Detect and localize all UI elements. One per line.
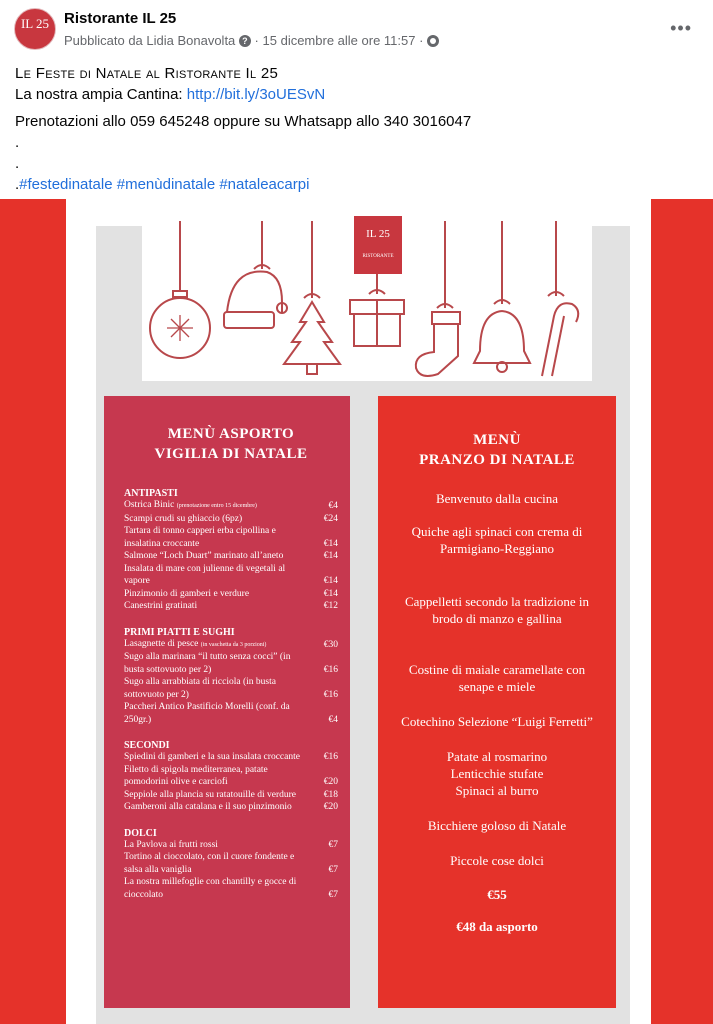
section-primi: PRIMI PIATTI E SUGHI <box>124 626 235 638</box>
item-price: €7 <box>328 839 338 850</box>
menu-item <box>124 550 338 563</box>
menu-item <box>124 764 338 789</box>
post-image[interactable] <box>0 199 713 1024</box>
meta-separator: · <box>254 33 259 49</box>
menu-item: Cappelletti secondo la tradizione in brodo di manzo e gallina <box>404 594 590 626</box>
item-note: (prenotazione entro 15 dicembre) <box>176 503 257 509</box>
hashtag-nataleacarpi[interactable]: #nataleacarpi <box>219 176 310 193</box>
item-label: Pinzimonio di gamberi e verdure <box>124 588 250 599</box>
section-antipasti: ANTIPASTI <box>124 488 178 499</box>
menu-right-title-2: PRANZO DI NATALE <box>419 452 575 468</box>
menu-item <box>124 563 338 588</box>
item-label: Tortino al cioccolato, con il cuore fondente e salsa alla vaniglia <box>124 852 295 875</box>
item-label: Scampi crudi su ghiaccio (6pz) <box>124 513 243 524</box>
item-label: Insalata di mare con julienne di vegetali al vapore <box>124 563 286 586</box>
item-label: Filetto di spigola mediterranea, patate pomodorini olive e carciofi <box>124 764 268 787</box>
cantina-label: La nostra ampia Cantina: <box>15 86 187 103</box>
logo-text: IL 25 <box>366 228 390 240</box>
price-main: €55 <box>487 887 507 902</box>
item-label: Sugo alla arrabbiata di ricciola (in busta sottovuoto per 2) <box>124 677 276 700</box>
avatar[interactable] <box>14 8 56 50</box>
menu-item <box>124 638 338 652</box>
item-price: €20 <box>323 802 338 812</box>
menu-pranzo <box>378 396 616 1008</box>
menu-item <box>124 676 338 701</box>
menu-item <box>124 525 338 550</box>
item-label: Paccheri Antico Pastificio Morelli (conf. da 250gr.) <box>124 702 290 725</box>
item-label: Sugo alla marinara “il tutto senza cocci” (in busta sottovuoto per 2) <box>124 652 291 675</box>
menu-asporto <box>104 396 350 1008</box>
menu-item: Cotechino Selezione “Luigi Ferretti” <box>401 714 593 729</box>
menu-item: Benvenuto dalla cucina <box>435 491 558 506</box>
item-price: €16 <box>323 689 338 700</box>
section-secondi: SECONDI <box>124 740 170 751</box>
menu-item: Bicchiere goloso di Natale <box>427 818 567 833</box>
menu-left-title-2: VIGILIA DI NATALE <box>154 446 308 462</box>
item-price: €14 <box>323 538 338 549</box>
menu-item: Piccole cose dolci <box>450 853 544 868</box>
item-label: Seppiole alla plancia su ratatouille di verdure <box>124 789 296 800</box>
item-price: €14 <box>323 588 338 599</box>
post-date[interactable]: 15 dicembre alle ore 11:57 <box>262 33 416 49</box>
item-label: Lasagnette di pesce <box>124 638 199 649</box>
menu-item <box>124 789 338 802</box>
item-label: Spiedini di gamberi e la sua insalata croccante <box>124 752 300 762</box>
menu-item <box>124 876 338 901</box>
menu-item <box>124 751 338 764</box>
item-price: €14 <box>323 551 338 561</box>
menu-item <box>124 839 338 852</box>
menu-item: Quiche agli spinaci con crema di Parmigiano-Reggiano <box>411 524 583 556</box>
menu-item <box>124 801 338 814</box>
post-meta <box>64 32 439 48</box>
item-price: €4 <box>328 501 338 511</box>
menu-left-title-1: MENÙ ASPORTO <box>167 426 295 442</box>
avatar-logo-text: IL 25 <box>20 16 50 31</box>
item-label: Canestrini gratinati <box>124 601 198 611</box>
menu-item <box>124 499 338 513</box>
item-label: Gamberoni alla catalana e il suo pinzimonio <box>124 802 292 812</box>
item-price: €14 <box>323 576 338 586</box>
item-price: €12 <box>323 601 338 611</box>
hashtag-festedinatale[interactable]: #festedinatale <box>19 176 113 193</box>
menu-item: Lenticchie stufate <box>450 766 544 781</box>
section-dolci: DOLCI <box>124 827 157 839</box>
item-price: €16 <box>323 664 338 675</box>
post-text <box>15 64 705 196</box>
item-price: €18 <box>323 789 338 800</box>
post-title-line: Le Feste di Natale al Ristorante Il 25 <box>15 65 279 82</box>
item-price: €16 <box>323 752 338 762</box>
post-header <box>12 8 702 52</box>
item-note: (in vaschetta da 3 porzioni) <box>200 641 267 648</box>
menu-item <box>124 651 338 676</box>
cantina-line <box>15 85 705 106</box>
page-name[interactable]: Ristorante IL 25 <box>64 10 177 27</box>
item-price: €7 <box>328 889 338 900</box>
cantina-link[interactable]: http://bit.ly/3oUESvN <box>186 86 326 103</box>
menu-right-title-1: MENÙ <box>473 432 521 448</box>
more-options-icon[interactable]: ••• <box>670 18 692 38</box>
item-price: €20 <box>323 777 338 787</box>
logo-subtext: RISTORANTE <box>362 254 394 259</box>
menu-item: Spinaci al burro <box>455 783 539 798</box>
item-label: Salmone “Loch Duart” marinato all’aneto <box>124 551 284 561</box>
dot-line-2: . <box>15 155 20 172</box>
item-label: La nostra millefoglie con chantilly e gocce di cioccolato <box>124 877 297 900</box>
hashtag-menudinatale[interactable]: #menùdinatale <box>116 176 216 193</box>
dot-line-1: . <box>15 134 20 151</box>
menu-item <box>124 851 338 876</box>
menu-item: Patate al rosmarino <box>446 749 548 764</box>
globe-icon <box>427 35 439 47</box>
hashtag-prefix: . <box>15 176 20 193</box>
item-label: Tartara di tonno capperi erba cipollina e insalatina croccante <box>124 526 276 549</box>
restaurant-logo <box>354 216 402 274</box>
menu-item <box>124 600 338 613</box>
price-asporto: €48 da asporto <box>456 919 538 934</box>
item-price: €4 <box>328 714 338 725</box>
item-price: €30 <box>323 639 338 650</box>
menu-item <box>124 701 338 726</box>
hashtags-line <box>15 175 705 196</box>
item-label: Ostrica Binic <box>124 500 175 510</box>
author-line[interactable]: Pubblicato da Lidia Bonavolta <box>64 33 236 49</box>
meta-separator-2: · <box>419 33 424 49</box>
menu-item: Costine di maiale caramellate con senape e miele <box>408 662 586 694</box>
menu-item <box>124 588 338 601</box>
item-price: €24 <box>323 513 338 524</box>
item-price: €7 <box>328 864 338 875</box>
question-icon[interactable]: ? <box>239 35 251 47</box>
menu-item <box>124 513 338 526</box>
item-label: La Pavlova ai frutti rossi <box>124 839 218 850</box>
prenotazioni-line: Prenotazioni allo 059 645248 oppure su Whatsapp allo 340 3016047 <box>15 113 472 130</box>
